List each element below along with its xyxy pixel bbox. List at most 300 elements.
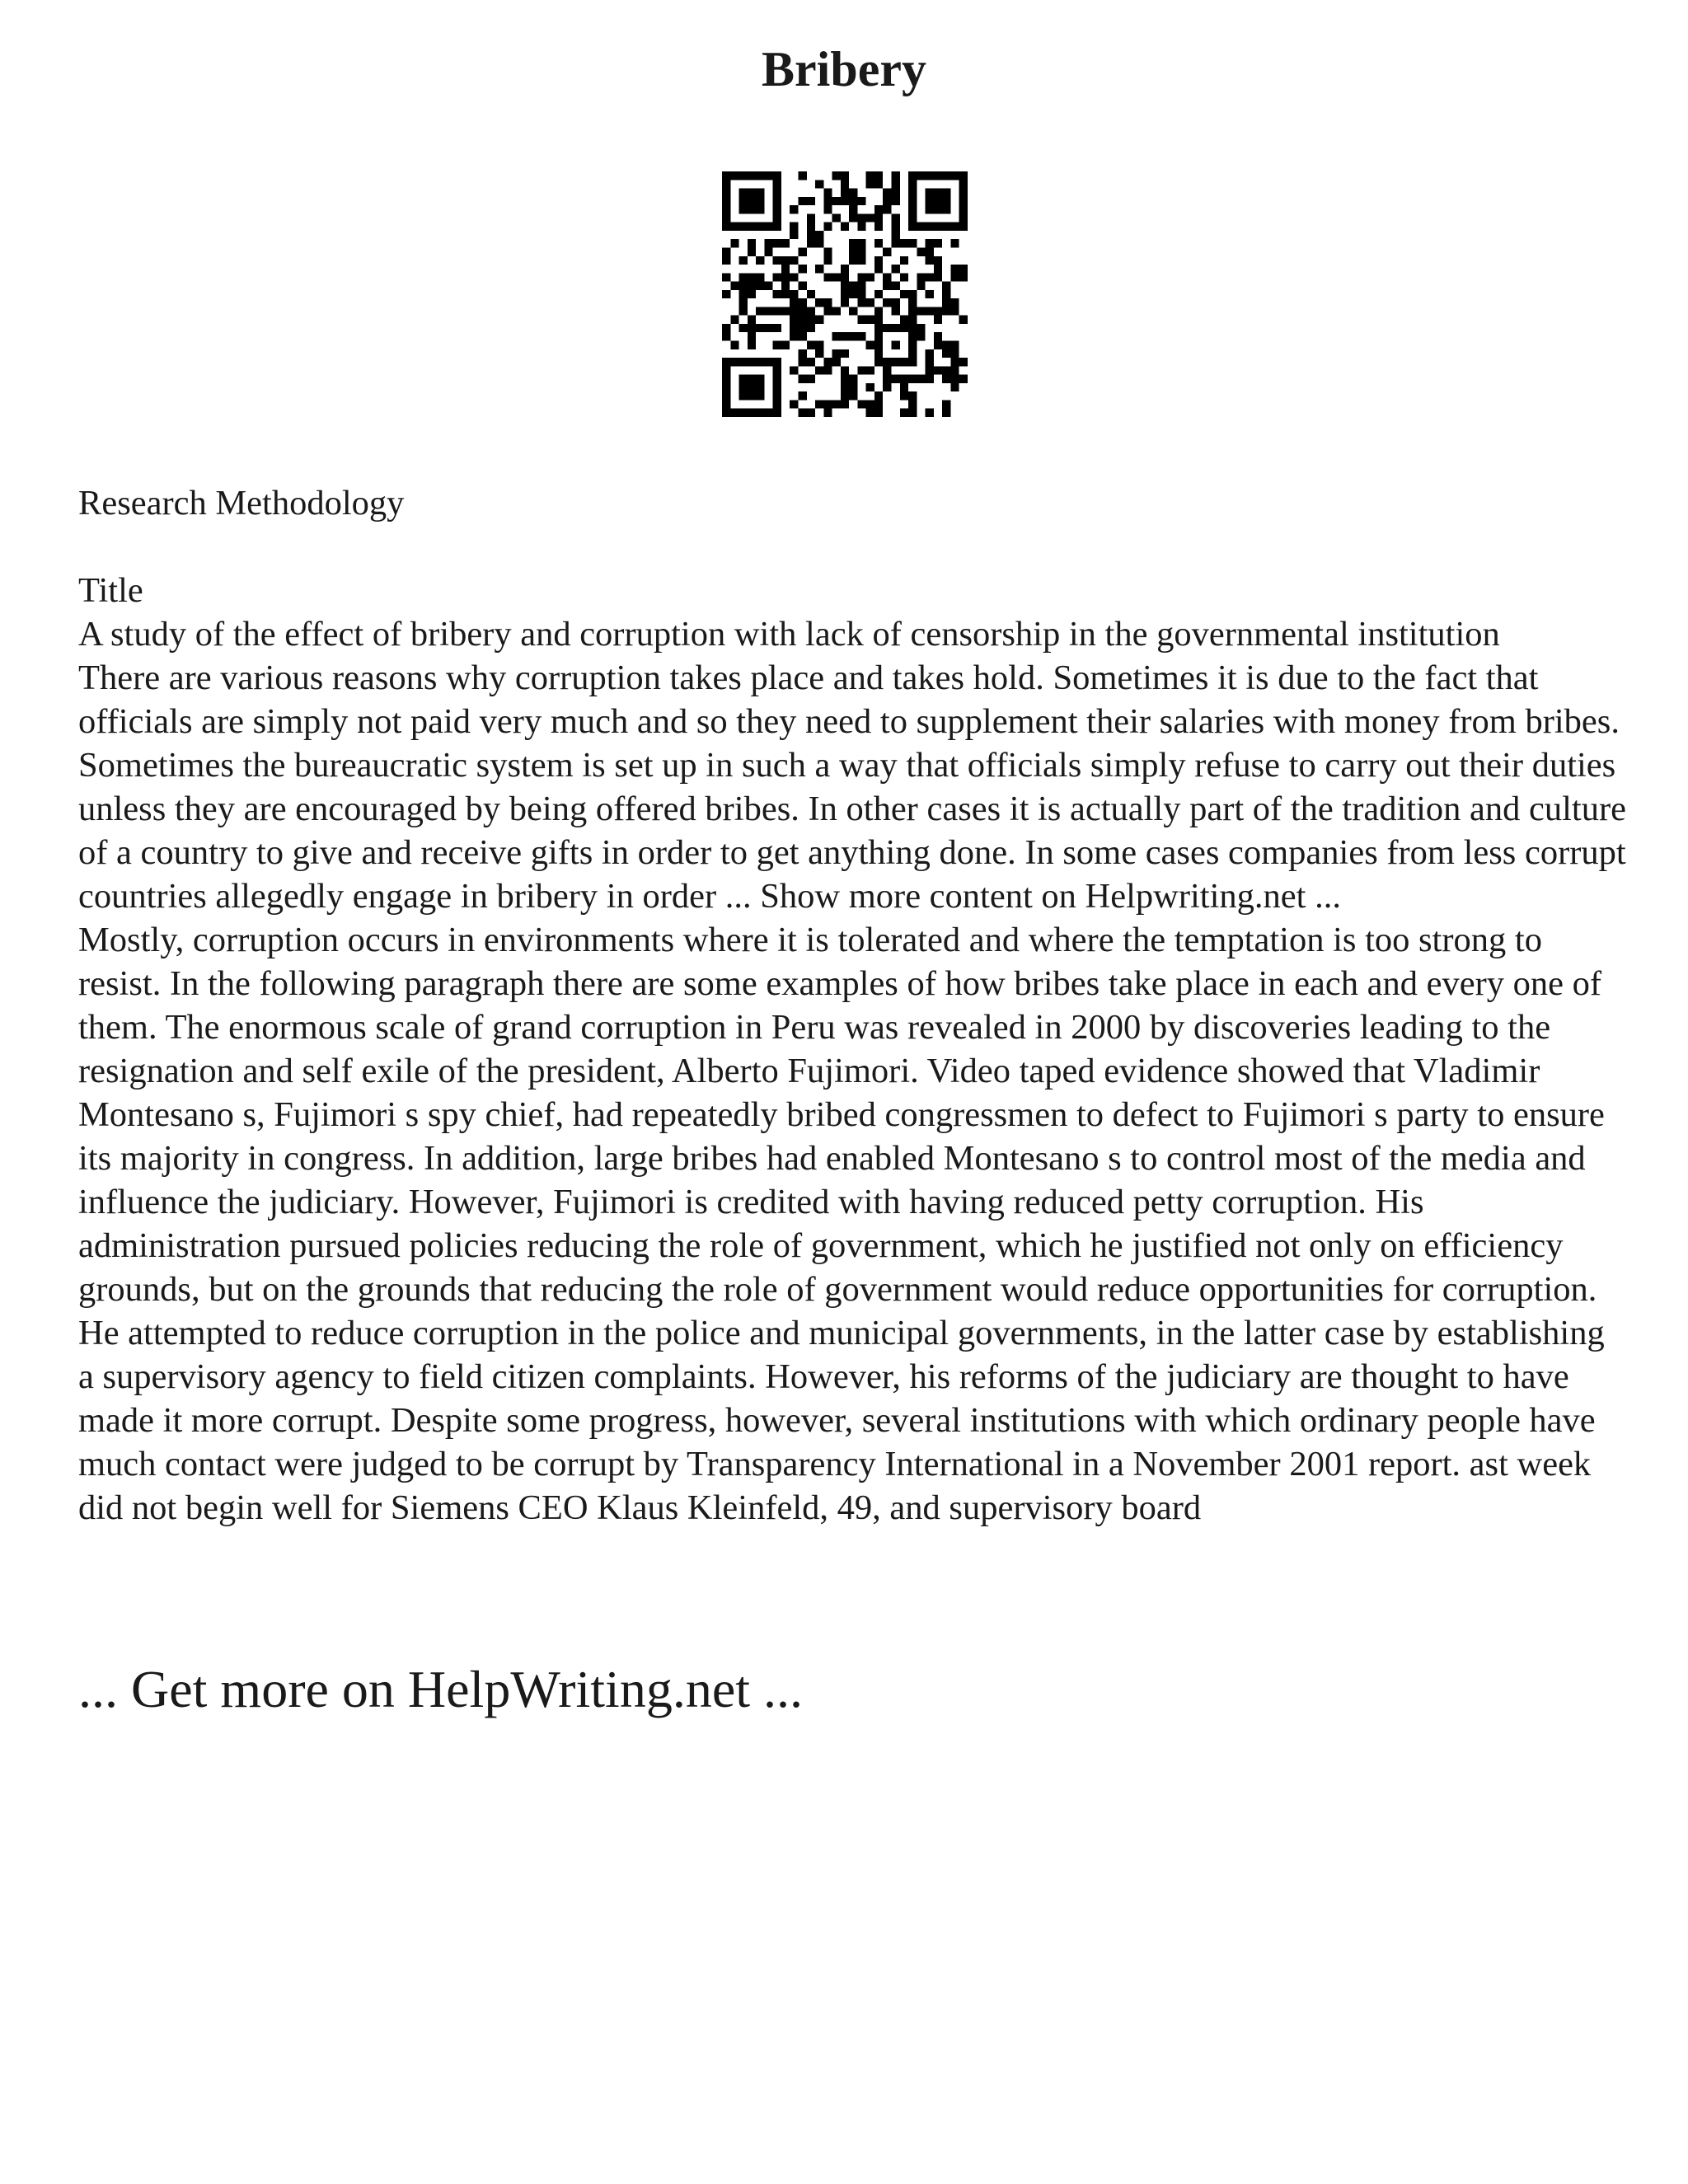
qr-module (773, 383, 781, 391)
qr-module (748, 282, 756, 290)
qr-module (874, 205, 883, 213)
qr-module (892, 180, 900, 188)
qr-module (764, 307, 772, 315)
qr-module (756, 324, 764, 332)
qr-module (773, 324, 781, 332)
qr-module (764, 358, 772, 366)
qr-module (959, 189, 968, 197)
qr-module (798, 265, 806, 273)
qr-module (730, 341, 738, 349)
qr-module (790, 298, 798, 307)
qr-module (926, 239, 934, 247)
qr-module (892, 307, 900, 315)
qr-module (832, 400, 841, 408)
qr-module (773, 358, 781, 366)
qr-module (900, 316, 908, 324)
qr-module (756, 282, 764, 290)
qr-module (950, 273, 959, 281)
qr-module (866, 341, 874, 349)
qr-module (892, 197, 900, 205)
qr-module (841, 349, 849, 358)
qr-module (798, 409, 806, 417)
qr-module (832, 349, 841, 358)
qr-module (730, 358, 738, 366)
qr-module (857, 247, 865, 255)
qr-module (832, 332, 841, 340)
qr-module (773, 290, 781, 298)
qr-module (739, 358, 748, 366)
qr-module (934, 205, 942, 213)
qr-module (934, 332, 942, 340)
qr-module (874, 239, 883, 247)
qr-module (959, 316, 968, 324)
qr-module (892, 358, 900, 366)
qr-module (798, 349, 806, 358)
qr-module (756, 383, 764, 391)
qr-module (900, 409, 908, 417)
qr-module (908, 409, 917, 417)
qr-module (874, 324, 883, 332)
qr-module (874, 341, 883, 349)
qr-module (722, 197, 730, 205)
qr-module (849, 197, 857, 205)
qr-module (841, 180, 849, 188)
qr-module (730, 223, 738, 231)
qr-module (900, 239, 908, 247)
qr-module (756, 197, 764, 205)
qr-module (798, 375, 806, 383)
qr-module (790, 223, 798, 231)
qr-module (892, 231, 900, 239)
qr-module (748, 358, 756, 366)
qr-module (950, 239, 959, 247)
qr-module (739, 391, 748, 400)
qr-module (781, 239, 790, 247)
qr-module (773, 197, 781, 205)
qr-module (841, 332, 849, 340)
qr-module (892, 239, 900, 247)
get-more-link[interactable]: ... Get more on HelpWriting.net ... (78, 1660, 803, 1718)
qr-module (874, 171, 883, 180)
qr-module (722, 400, 730, 408)
qr-module (730, 409, 738, 417)
qr-module (748, 189, 756, 197)
title-label: Title (78, 571, 143, 610)
qr-module (739, 290, 748, 298)
qr-module (917, 273, 925, 281)
qr-module (798, 307, 806, 315)
qr-module (773, 366, 781, 374)
qr-module (883, 358, 891, 366)
qr-module (942, 409, 950, 417)
qr-module (739, 223, 748, 231)
qr-module (908, 189, 917, 197)
qr-module (756, 223, 764, 231)
qr-module (908, 349, 917, 358)
qr-module (790, 307, 798, 315)
qr-module (756, 307, 764, 315)
qr-module (942, 223, 950, 231)
qr-module (748, 239, 756, 247)
qr-module (942, 400, 950, 408)
qr-module (798, 197, 806, 205)
qr-module (908, 197, 917, 205)
qr-module (942, 197, 950, 205)
qr-module (942, 290, 950, 298)
qr-module (959, 213, 968, 222)
qr-module (730, 239, 738, 247)
qr-module (883, 324, 891, 332)
qr-module (892, 171, 900, 180)
qr-module (739, 307, 748, 315)
qr-module (773, 256, 781, 265)
qr-module (807, 316, 815, 324)
qr-module (807, 341, 815, 349)
qr-module (773, 223, 781, 231)
qr-module (756, 256, 764, 265)
qr-module (926, 171, 934, 180)
qr-module (934, 341, 942, 349)
qr-module (934, 223, 942, 231)
qr-module (739, 197, 748, 205)
qr-module (756, 273, 764, 281)
qr-module (773, 189, 781, 197)
qr-module (807, 231, 815, 239)
qr-module (917, 247, 925, 255)
qr-module (866, 273, 874, 281)
qr-module (857, 239, 865, 247)
qr-module (730, 171, 738, 180)
qr-module (798, 332, 806, 340)
qr-module (849, 391, 857, 400)
qr-module (934, 273, 942, 281)
qr-module (790, 332, 798, 340)
qr-module (926, 189, 934, 197)
qr-module (950, 375, 959, 383)
qr-module (900, 324, 908, 332)
qr-module (756, 409, 764, 417)
qr-module (908, 332, 917, 340)
qr-module (832, 273, 841, 281)
qr-module (883, 366, 891, 374)
qr-module (823, 189, 832, 197)
qr-module (739, 324, 748, 332)
qr-module (773, 273, 781, 281)
qr-module (748, 391, 756, 400)
qr-module (823, 409, 832, 417)
qr-module (748, 316, 756, 324)
qr-module (773, 375, 781, 383)
qr-module (892, 213, 900, 222)
qr-module (866, 409, 874, 417)
qr-module (823, 247, 832, 255)
qr-module (950, 298, 959, 307)
qr-module (900, 383, 908, 391)
qr-module (917, 282, 925, 290)
qr-module (807, 239, 815, 247)
qr-module (892, 189, 900, 197)
qr-module (866, 180, 874, 188)
qr-module (942, 349, 950, 358)
qr-module (883, 282, 891, 290)
qr-module (849, 247, 857, 255)
qr-module (926, 366, 934, 374)
qr-module (926, 307, 934, 315)
qr-module (892, 375, 900, 383)
qr-module (773, 341, 781, 349)
qr-module (748, 290, 756, 298)
qr-module (773, 239, 781, 247)
qr-module (934, 265, 942, 273)
qr-module (722, 256, 730, 265)
paragraph-2: Mostly, corruption occurs in environments where it is tolerated and where the temptation is too strong to resist. In the following paragraph there are some examples of how bribes take place in each and every one of them. The enormous scale of grand corruption in Peru was revealed in 2000 by discoveries leading to the resignation and self exile of the president, Alberto Fujimori. Video taped evidence showed that Vladimir Montesano s, Fujimori s spy chief, had repeatedly bribed congressmen to defect to Fujimori s party to ensure its majority in congress. In addition, large bribes had enabled Montesano s to control most of the media and influence the judiciary. However, Fujimori is credited with having reduced petty corruption. His administration pursued policies reducing the role of government, which he justified not only on efficiency grounds, but on the grounds that reducing the role of government would reduce opportunities for corruption. He attempted to reduce corruption in the police and municipal governments, in the latter case by establishing a supervisory agency to field citizen complaints. However, his reforms of the judiciary are thought to have made it more corrupt. Despite some progress, however, several institutions with which ordinary people have much contact were judged to be corrupt by Transparency International in a November 2001 report. ast week did not begin well for Siemens CEO Klaus Kleinfeld, 49, and supervisory board (78, 921, 1605, 1527)
qr-module (823, 400, 832, 408)
qr-module (849, 375, 857, 383)
qr-module (900, 256, 908, 265)
qr-module (908, 171, 917, 180)
qr-module (849, 213, 857, 222)
section-heading: Research Methodology (78, 484, 405, 523)
qr-module (773, 307, 781, 315)
qr-module (815, 366, 823, 374)
qr-module (764, 223, 772, 231)
qr-module (959, 197, 968, 205)
qr-module (883, 197, 891, 205)
qr-module (841, 282, 849, 290)
qr-module (722, 375, 730, 383)
qr-module (748, 197, 756, 205)
qr-module (832, 197, 841, 205)
qr-module (908, 400, 917, 408)
qr-module (781, 265, 790, 273)
qr-module (849, 205, 857, 213)
qr-module (874, 332, 883, 340)
document-body (78, 481, 1628, 1530)
qr-module (807, 290, 815, 298)
qr-module (798, 247, 806, 255)
qr-module (748, 273, 756, 281)
qr-module (823, 366, 832, 374)
qr-module (722, 409, 730, 417)
qr-module (815, 180, 823, 188)
qr-module (756, 205, 764, 213)
qr-module (815, 298, 823, 307)
qr-module (959, 358, 968, 366)
qr-module (874, 400, 883, 408)
qr-module (849, 282, 857, 290)
qr-module (866, 171, 874, 180)
qr-module (764, 282, 772, 290)
qr-module (857, 366, 865, 374)
qr-module (790, 273, 798, 281)
qr-module (934, 307, 942, 315)
qr-module (866, 400, 874, 408)
qr-module (773, 400, 781, 408)
qr-module (764, 239, 772, 247)
qr-module (748, 324, 756, 332)
qr-module (883, 273, 891, 281)
qr-module (874, 409, 883, 417)
qr-module (790, 400, 798, 408)
qr-module (781, 256, 790, 265)
qr-module (908, 180, 917, 188)
qr-module (730, 282, 738, 290)
qr-module (790, 256, 798, 265)
qr-module (908, 205, 917, 213)
qr-module (950, 358, 959, 366)
qr-module (739, 171, 748, 180)
qr-module (815, 239, 823, 247)
qr-module (908, 298, 917, 307)
qr-module (857, 223, 865, 231)
qr-module (739, 256, 748, 265)
qr-module (883, 189, 891, 197)
qr-module (892, 265, 900, 273)
qr-module (798, 358, 806, 366)
qr-module (823, 273, 832, 281)
qr-module (942, 205, 950, 213)
qr-code-icon (722, 171, 968, 417)
qr-module (934, 197, 942, 205)
qr-module (781, 307, 790, 315)
qr-module (866, 213, 874, 222)
qr-module (934, 316, 942, 324)
qr-module (857, 197, 865, 205)
qr-module (874, 180, 883, 188)
qr-module (722, 205, 730, 213)
qr-module (917, 223, 925, 231)
qr-module (832, 171, 841, 180)
qr-module (756, 358, 764, 366)
qr-module (781, 341, 790, 349)
qr-module (934, 239, 942, 247)
qr-module (874, 349, 883, 358)
qr-module (790, 290, 798, 298)
qr-module (815, 316, 823, 324)
qr-module (950, 383, 959, 391)
qr-module (926, 223, 934, 231)
qr-module (748, 223, 756, 231)
qr-module (900, 290, 908, 298)
qr-module (781, 290, 790, 298)
qr-module (874, 265, 883, 273)
qr-module (926, 409, 934, 417)
qr-module (917, 307, 925, 315)
qr-module (781, 273, 790, 281)
qr-module (722, 273, 730, 281)
qr-module (883, 383, 891, 391)
qr-module (823, 298, 832, 307)
qr-module (823, 223, 832, 231)
qr-module (892, 282, 900, 290)
qr-module (874, 213, 883, 222)
qr-module (934, 189, 942, 197)
qr-module (841, 298, 849, 307)
qr-module (823, 358, 832, 366)
qr-module (950, 341, 959, 349)
qr-module (874, 223, 883, 231)
qr-module (807, 307, 815, 315)
qr-module (908, 375, 917, 383)
qr-module (849, 189, 857, 197)
qr-module (900, 375, 908, 383)
qr-module (748, 332, 756, 340)
qr-module (926, 205, 934, 213)
qr-module (959, 205, 968, 213)
qr-module (832, 213, 841, 222)
qr-module (857, 332, 865, 340)
paragraph-1: There are various reasons why corruption takes place and takes hold. Sometimes it is due to the fact that officials are simply not paid very much and so they need to supplement their salaries with money from bribes. Sometimes the bureaucratic system is set up in such a way that officials simply refuse to carry out their duties unless they are encouraged by being offered bribes. In other cases it is actually part of the tradition and culture of a country to give and receive gifts in order to get anything done. In some cases companies from less corrupt countries allegedly engage in bribery in order ... Show more content on Helpwriting.net ... (78, 658, 1626, 916)
qr-module (892, 223, 900, 231)
qr-module (934, 366, 942, 374)
qr-module (892, 324, 900, 332)
qr-module (823, 205, 832, 213)
qr-module (841, 383, 849, 391)
qr-module (748, 375, 756, 383)
qr-module (832, 307, 841, 315)
qr-module (773, 213, 781, 222)
qr-module (950, 171, 959, 180)
qr-module (892, 341, 900, 349)
qr-module (950, 265, 959, 273)
qr-module (841, 273, 849, 281)
qr-module (722, 391, 730, 400)
qr-module (730, 316, 738, 324)
qr-module (841, 290, 849, 298)
qr-module (874, 316, 883, 324)
qr-module (926, 375, 934, 383)
qr-module (748, 171, 756, 180)
qr-module (748, 341, 756, 349)
page-title: Bribery (762, 42, 926, 96)
qr-module (807, 213, 815, 222)
qr-module (874, 391, 883, 400)
qr-module (926, 247, 934, 255)
qr-module (756, 391, 764, 400)
qr-module (849, 307, 857, 315)
qr-module (908, 290, 917, 298)
qr-module (917, 375, 925, 383)
qr-module (722, 189, 730, 197)
qr-module (764, 409, 772, 417)
qr-module (756, 375, 764, 383)
qr-module (807, 409, 815, 417)
qr-module (917, 171, 925, 180)
qr-module (790, 205, 798, 213)
qr-module (764, 324, 772, 332)
qr-module (883, 247, 891, 255)
qr-module (739, 205, 748, 213)
qr-module (722, 358, 730, 366)
qr-module (917, 324, 925, 332)
qr-module (807, 197, 815, 205)
qr-module (823, 197, 832, 205)
qr-module (790, 366, 798, 374)
qr-module (908, 213, 917, 222)
qr-module (942, 307, 950, 315)
qr-module (959, 180, 968, 188)
qr-module (722, 213, 730, 222)
qr-module (959, 273, 968, 281)
qr-module (722, 223, 730, 231)
qr-module (748, 247, 756, 255)
qr-module (857, 282, 865, 290)
qr-module (926, 349, 934, 358)
qr-module (874, 358, 883, 366)
qr-module (841, 223, 849, 231)
qr-module (739, 189, 748, 197)
qr-module (798, 316, 806, 324)
